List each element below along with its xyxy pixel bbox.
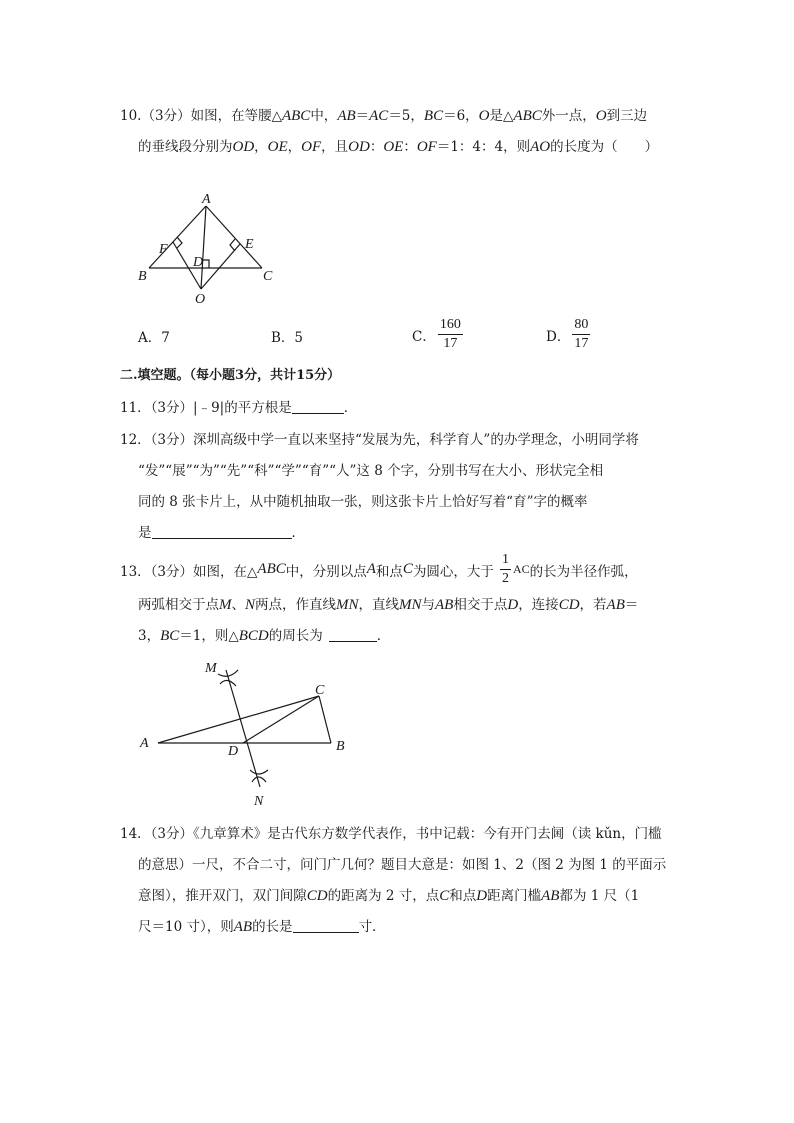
q10-label-o: O [195, 292, 206, 307]
q10-line2: 的垂线段分别为OD，OE，OF，且OD：OE：OF＝1：4：4，则AO的长度为（ ） [138, 139, 659, 155]
q13-arc-bottom-2 [252, 777, 266, 782]
q11: 11．（3分）|﹣9|的平方根是 ． [120, 400, 358, 416]
q10-right-angle-d [203, 260, 209, 268]
q12-answer-blank[interactable] [152, 524, 292, 539]
q12-line1: 12．（3分）深圳高级中学一直以来坚持“发展为先，科学育人”的办学理念，小明同学将 [120, 432, 639, 448]
q10-option-a[interactable]: A．7 [138, 330, 170, 346]
q13-answer-blank[interactable] [329, 627, 377, 642]
q13-fraction-half: $\frac{1}{2}$ [501, 552, 509, 586]
q10-option-d-fraction: $\frac{80}{17}$ [574, 317, 589, 351]
q14-line1: 14．（3分）《九章算术》是古代东方数学代表作，书中记载：今有开门去阃（读 kǔn，门槛 [120, 826, 662, 842]
q10-segment-ao [201, 206, 206, 289]
q10-side-ac [206, 206, 262, 268]
q11-answer-blank[interactable] [292, 399, 344, 414]
q10-option-c-fraction: $\frac{160}{17}$ [439, 317, 461, 351]
q13-label-a: A [140, 736, 149, 751]
q13-arc-top-2 [220, 680, 236, 686]
q10-label-f: F [159, 242, 168, 257]
q10-label-b: B [138, 269, 147, 284]
q13-label-m: M [205, 661, 217, 676]
q10-label-e: E [245, 237, 254, 252]
q13-line2: 两弧相交于点M、N两点，作直线MN，直线MN与AB相交于点D，连接CD，若AB＝ [138, 597, 639, 613]
q13-arc-bottom-1 [250, 770, 268, 774]
q10-option-d[interactable]: D． $\frac{80}{17}$ [546, 317, 589, 351]
q12-line4: 是 ． [138, 525, 305, 541]
q10-line1: 10.（3分）如图，在等腰△ABC中，AB＝AC＝5，BC＝6，O是△ABC外一点，O到三边 [120, 108, 648, 124]
q10-right-angle-e [230, 239, 235, 251]
q13-line1: 13．（3分）如图，在△ ABC 中，分别以点 A 和点 C 为圆心，大于 $\frac{1}{2}$ AC 的长为半径作弧， [120, 552, 638, 586]
q10-right-angle-f [177, 237, 182, 248]
q13-line-mn [226, 670, 260, 787]
q13-line3: 3，BC＝1，则△BCD的周长为 ． [138, 628, 391, 644]
q10-label-d: D [193, 255, 204, 270]
q13-segment-ac [158, 696, 319, 743]
q10-option-c[interactable]: C． $\frac{160}{17}$ [412, 317, 461, 351]
q14-answer-blank[interactable] [293, 918, 359, 933]
q14-line3: 意图），推开双门，双门间隙CD的距离为 2 寸，点C和点D距离门槛AB都为 1 尺（1 [138, 888, 640, 904]
q10-figure [130, 190, 290, 315]
q13-segment-cd [243, 696, 319, 743]
q13-label-b: B [336, 739, 345, 754]
q13-segment-cb [319, 696, 331, 743]
q10-label-c: C [263, 269, 273, 284]
q13-label-d: D [228, 744, 239, 759]
q10-label-a: A [202, 192, 211, 207]
q14-line2: 的意思）一尺，不合二寸，问门广几何？题目大意是：如图 1、2（图 2 为图 1 的平面示 [138, 857, 667, 873]
q14-line4: 尺＝10 寸），则AB的长是 寸． [138, 919, 386, 935]
q13-label-n: N [254, 794, 264, 809]
q10-option-b[interactable]: B．5 [271, 330, 304, 346]
section-fill-in-title: 二.填空题。（每小题3分，共计15分） [120, 368, 341, 383]
q12-line2: “发”“展”“为”“先”“科”“学”“育”“人”这 8 个字，分别书写在大小、形状完全相 [138, 463, 604, 479]
q13-label-c: C [315, 683, 325, 698]
q10-number: 10. [120, 108, 142, 124]
q12-line3: 同的 8 张卡片上，从中随机抽取一张，则这张卡片上恰好写着“育”字的概率 [138, 494, 588, 510]
q13-figure [130, 652, 360, 812]
